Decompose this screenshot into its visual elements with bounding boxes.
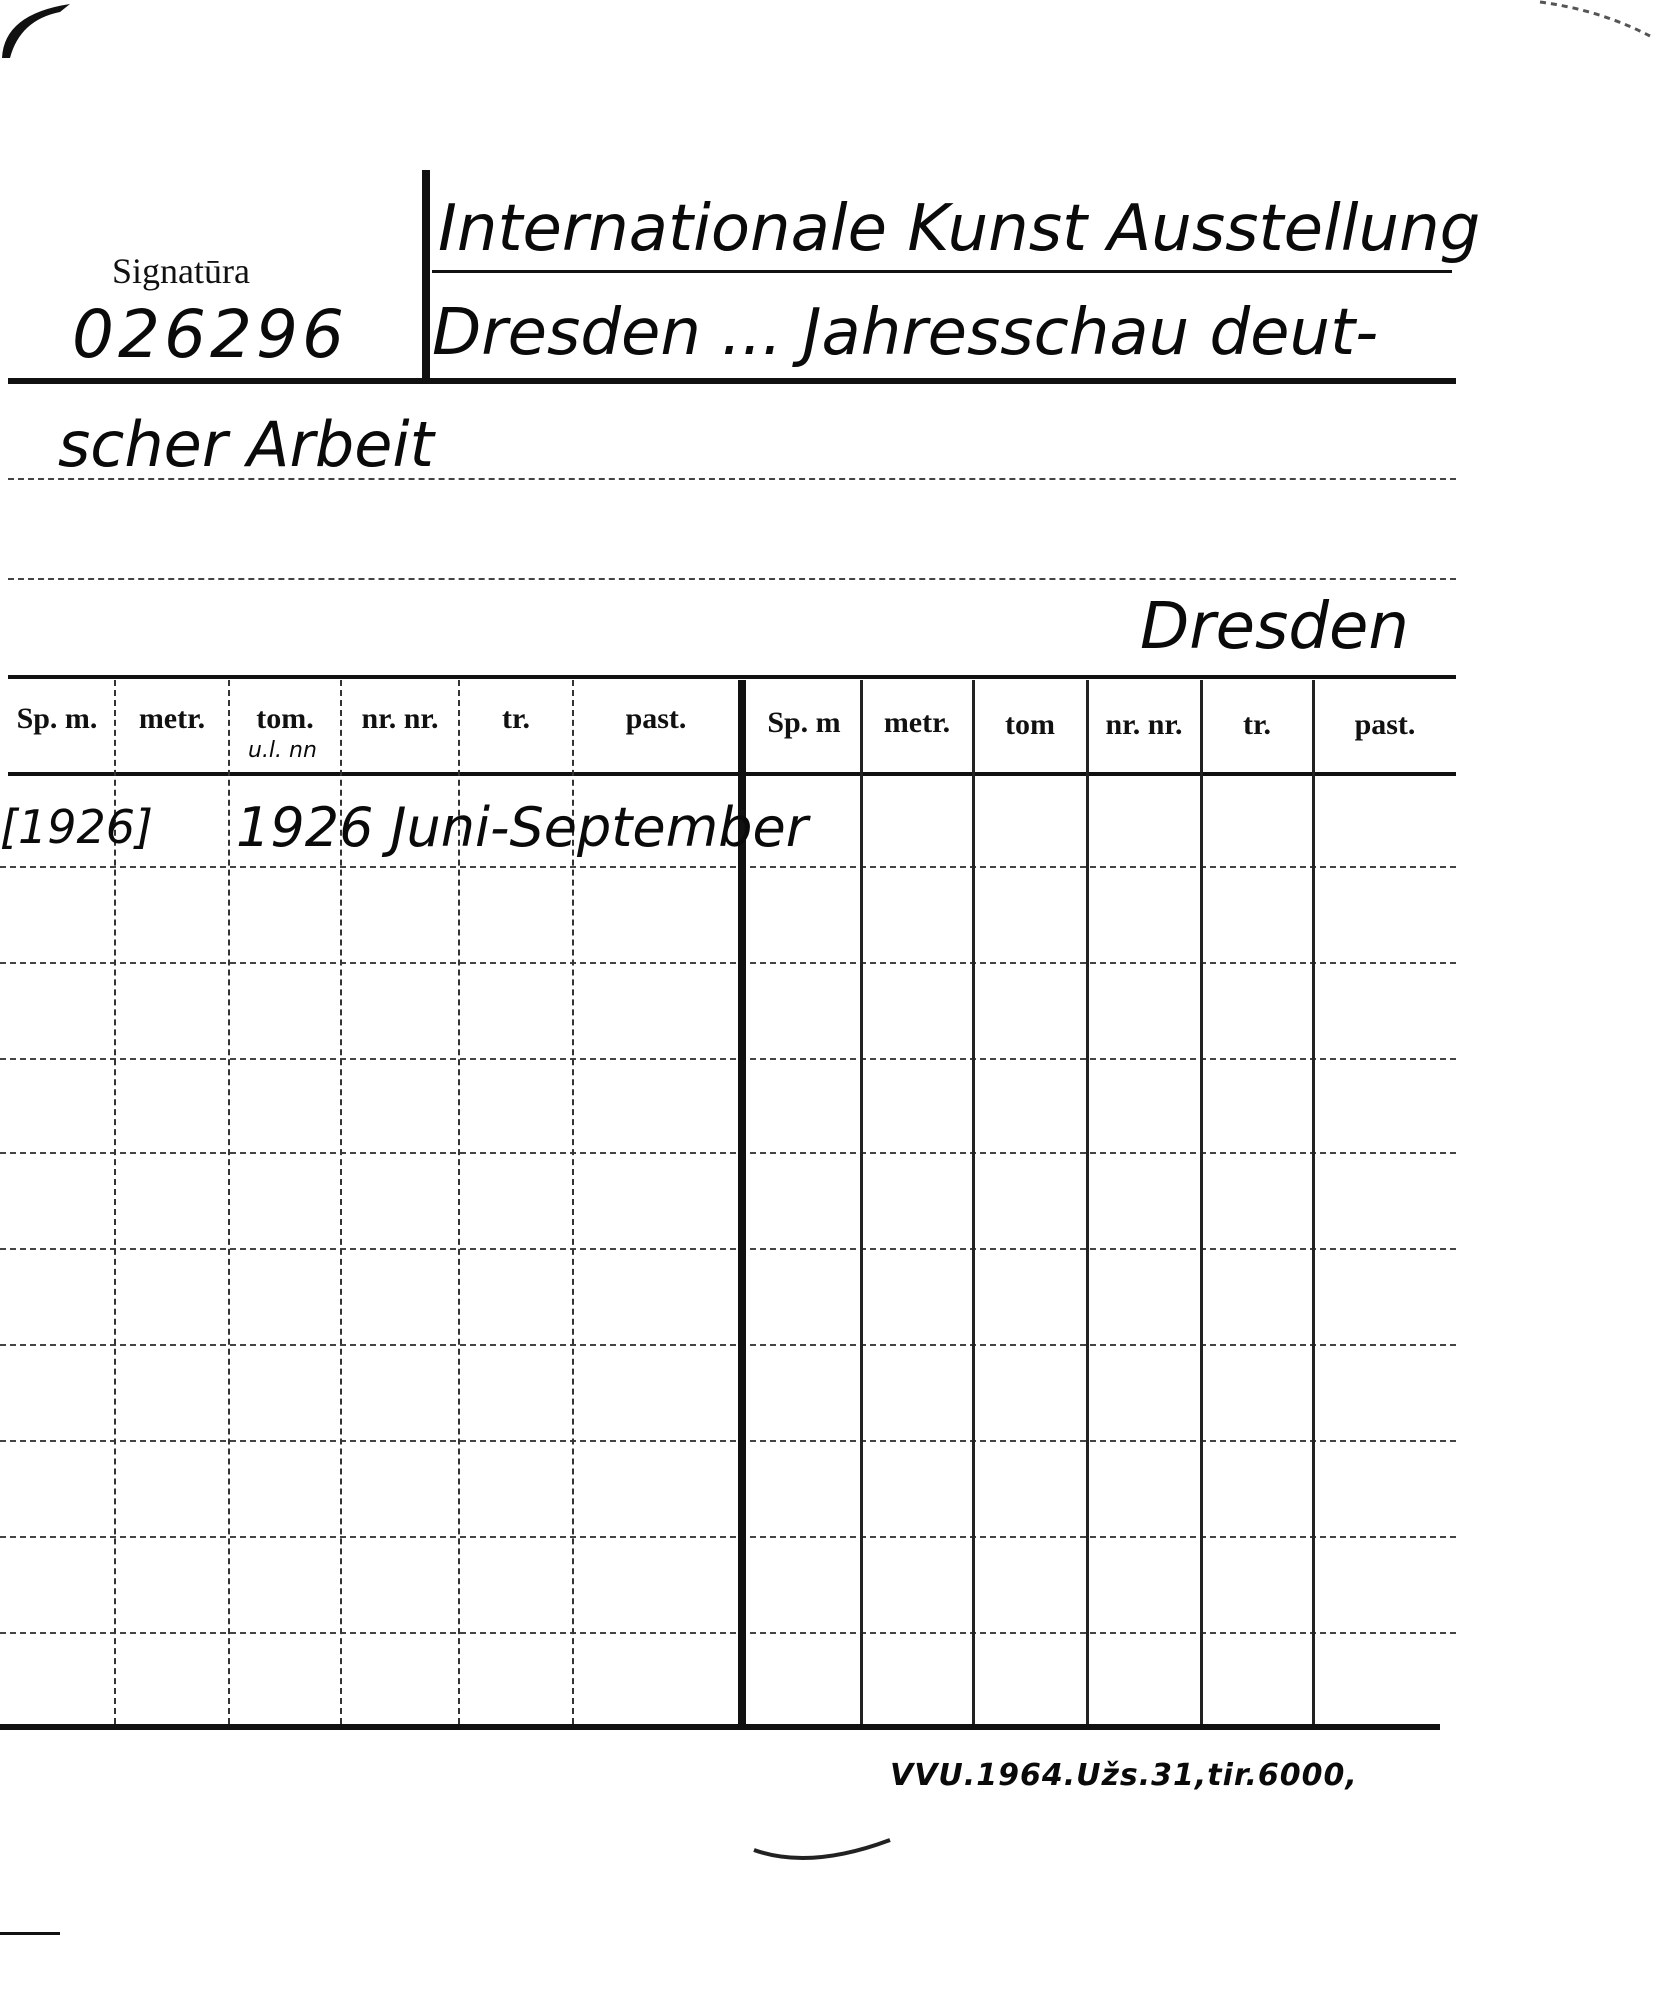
row-line [0, 1152, 1456, 1154]
column-line [228, 680, 230, 1724]
row-line [0, 962, 1456, 964]
corner-mark-top-left [0, 0, 90, 60]
title-underline-1 [432, 270, 1452, 273]
column-line [860, 680, 863, 1724]
row-line [0, 1058, 1456, 1060]
header-rule [8, 378, 1456, 384]
col-header-nr-nr: nr. nr. [361, 702, 439, 735]
margin-mark [0, 1932, 60, 1935]
column-line [1086, 680, 1089, 1724]
tom-annotation: u.l. nn [248, 738, 317, 763]
col-header-tom-right: tom [1005, 708, 1055, 741]
blank-line-2 [8, 578, 1456, 580]
row-line [0, 866, 1456, 868]
col-header-metr: metr. [138, 702, 206, 735]
signatura-number: 026296 [72, 296, 348, 373]
row-line [0, 1536, 1456, 1538]
col-header-past-right: past. [1354, 708, 1416, 741]
row-line [0, 1632, 1456, 1634]
column-line [972, 680, 975, 1724]
title-line-3: scher Arbeit [58, 408, 434, 481]
table-bottom-rule [0, 1724, 1440, 1730]
row-line [0, 1440, 1456, 1442]
place-name: Dresden [1140, 590, 1409, 664]
col-header-tom: tom. [256, 702, 314, 735]
table-top-rule [8, 675, 1456, 679]
row-line [0, 1248, 1456, 1250]
blank-line-1 [8, 478, 1456, 480]
signatura-label: Signatūra [112, 251, 250, 291]
column-line [1312, 680, 1315, 1724]
col-header-sp-m-right: Sp. m [767, 706, 841, 739]
col-header-metr-right: metr. [883, 706, 951, 739]
row-line [0, 1344, 1456, 1346]
row1-entry: 1926 Juni-September [236, 796, 808, 859]
col-header-tr-right: tr. [1242, 708, 1272, 741]
col-header-nr-nr-right: nr. nr. [1105, 708, 1183, 741]
column-line [1200, 680, 1203, 1724]
title-line-2: Dresden ... Jahresschau deut- [432, 296, 1379, 370]
print-note: VVU.1964.Užs.31,tir.6000, [890, 1758, 1358, 1793]
row1-sp-m: [1926] [0, 800, 153, 854]
col-header-tr: tr. [501, 702, 531, 735]
table-header-rule [8, 772, 1456, 776]
bottom-smudge [750, 1820, 910, 1880]
col-header-sp-m: Sp. m. [16, 702, 98, 735]
corner-mark-top-right [1500, 0, 1653, 40]
col-header-past: past. [625, 702, 687, 735]
title-line-1: Internationale Kunst Ausstellung [438, 192, 1481, 266]
header-divider [422, 170, 430, 380]
